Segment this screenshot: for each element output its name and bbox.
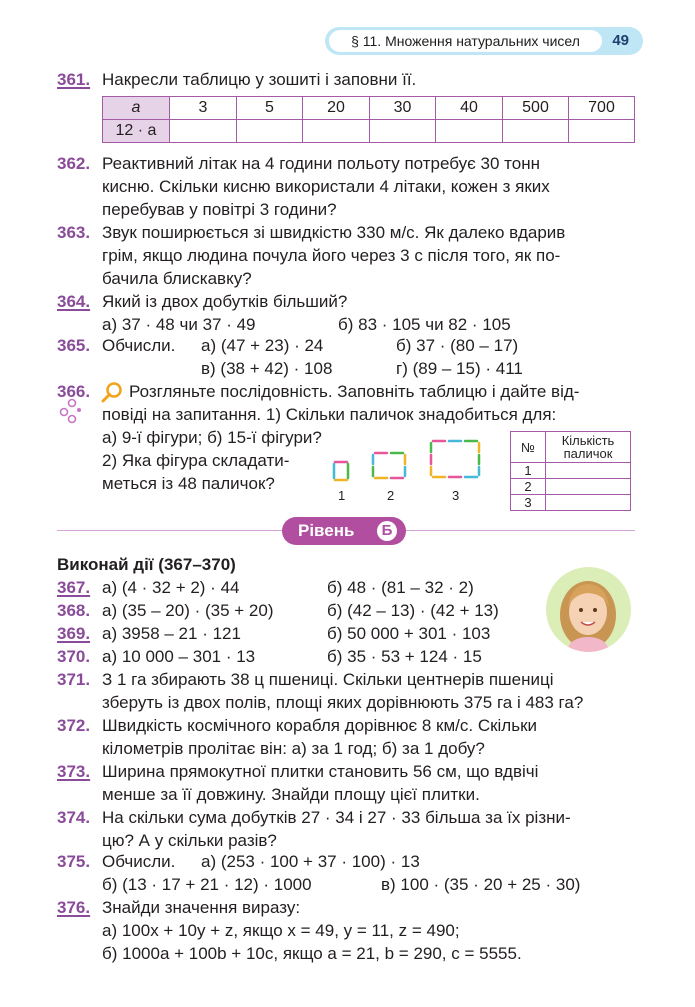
matchstick-figures: [325, 436, 495, 486]
table-header-cell: [103, 97, 170, 120]
exercise-372-text: [102, 714, 537, 760]
exercise-number: 375.: [57, 852, 91, 871]
exercise-363: [57, 221, 90, 244]
exercise-375-b: б) (13 · 17 + 21 · 12) · 1000: [102, 875, 312, 894]
table-row: [103, 120, 635, 143]
table-cell: [546, 479, 631, 495]
exercise-number: 373.: [57, 762, 91, 781]
text-line: цю? А у скільки разів?: [102, 831, 277, 850]
exercise-number: 363.: [57, 223, 91, 242]
exercise-373-text: [102, 760, 538, 806]
exercise-364: [57, 290, 90, 313]
section-heading: Виконай дії (367–370): [57, 555, 236, 574]
text-line: З 1 га збирають 38 ц пшениці. Скільки центнерів пшениці: [102, 670, 554, 689]
magnifier-icon: [101, 381, 123, 403]
text-line: На скільки сума добутків 27 · 34 і 27 · 33 більша за їх різни-: [102, 808, 571, 827]
table-cell: 3: [170, 97, 237, 120]
text-line: Звук поширюється зі швидкістю 330 м/с. Як далеко вдарив: [102, 223, 566, 242]
text-line: Реактивний літак на 4 години польоту потребує 30 тонн: [102, 154, 540, 173]
exercise-number: 367.: [57, 578, 91, 597]
figure-label: 1: [338, 488, 346, 503]
text-line: зберуть із двох полів, площі яких дорівнюють 375 га і 483 га?: [102, 693, 584, 712]
exercise-375-intro: Обчисли.: [102, 852, 176, 871]
exercise-375-c: в) 100 · (35 · 20 + 25 · 30): [381, 875, 581, 894]
exercise-369-b: б) 50 000 + 301 · 103: [327, 624, 491, 643]
figure-1: [334, 462, 348, 480]
table-cell: 1: [511, 463, 546, 479]
exercise-366-line3: а) 9-ї фігури; б) 15-ї фігури?: [102, 428, 322, 447]
exercise-362: [57, 152, 90, 175]
text-line: Ширина прямокутної плитки становить 56 см, що вдвічі: [102, 762, 539, 781]
exercise-365: [57, 334, 90, 357]
table-header-cell: [546, 432, 631, 463]
table-row: [103, 97, 635, 120]
figure-2: [373, 453, 405, 478]
exercise-number: 366.: [57, 382, 91, 401]
header-bar: [325, 27, 643, 55]
table-cell: [503, 120, 569, 143]
text-line: грім, якщо людина почула його через 3 с після того, як по-: [102, 246, 561, 265]
exercise-374-text: [102, 806, 571, 852]
exercise-number: 361.: [57, 70, 91, 89]
exercise-366-line4: 2) Яка фігура складати-: [102, 451, 290, 470]
exercise-367: [57, 576, 90, 599]
level-label: Рівень: [298, 521, 355, 540]
expression-label: 12 · a: [115, 122, 157, 139]
exercise-371-text: [102, 668, 583, 714]
table-cell: 3: [511, 495, 546, 511]
exercise-376: [57, 896, 90, 919]
text-line: бачила блискавку?: [102, 269, 252, 288]
exercise-376-a: а) 100x + 10y + z, якщо x = 49, y = 11, z = 490;: [102, 921, 460, 940]
puzzle-dots-icon: [59, 398, 85, 424]
exercise-368-a: а) (35 – 20) · (35 + 20): [102, 601, 274, 620]
section-title-header: § 11. Множення натуральних чисел: [329, 30, 602, 52]
exercise-number: 370.: [57, 647, 91, 666]
table-cell: [237, 120, 303, 143]
exercise-number: 365.: [57, 336, 91, 355]
exercise-369-a: а) 3958 – 21 · 121: [102, 624, 241, 643]
text-line: перебував у повітрі 3 години?: [102, 200, 337, 219]
table-cell: [546, 495, 631, 511]
exercise-361: [57, 68, 90, 91]
table-header-cell: №: [511, 432, 546, 463]
exercise-366-line5: меться із 48 паличок?: [102, 474, 275, 493]
exercise-375: [57, 850, 90, 873]
exercise-368: [57, 599, 90, 622]
exercise-365-a: а) (47 + 23) · 24: [201, 336, 324, 355]
figure-label: 3: [452, 488, 460, 503]
exercise-371: [57, 668, 90, 691]
exercise-369: [57, 622, 90, 645]
table-header-cell: [103, 120, 170, 143]
exercise-366-line2: повіді на запитання. 1) Скільки паличок знадобиться для:: [102, 405, 557, 424]
page-number: 49: [612, 32, 629, 49]
exercise-number: 371.: [57, 670, 91, 689]
table-cell: [370, 120, 436, 143]
exercise-367-b: б) 48 · (81 – 32 · 2): [327, 578, 474, 597]
exercise-364-b: б) 83 · 105 чи 82 · 105: [338, 315, 511, 334]
level-badge-pill: [282, 517, 406, 545]
exercise-365-intro: Обчисли.: [102, 336, 176, 355]
header-line: Кількість: [561, 433, 615, 448]
table-366: [510, 431, 631, 511]
text-line: Швидкість космічного корабля дорівнює 8 км/с. Скільки: [102, 716, 538, 735]
table-cell: [170, 120, 237, 143]
exercise-362-text: [102, 152, 550, 221]
girl-portrait-icon: [546, 567, 631, 652]
exercise-375-a: а) (253 · 100 + 37 · 100) · 13: [201, 852, 420, 871]
exercise-365-d: г) (89 – 15) · 411: [396, 359, 523, 378]
table-row: [511, 463, 631, 479]
table-cell: 20: [303, 97, 370, 120]
table-cell: [569, 120, 635, 143]
exercise-366-line1: Розгляньте послідовність. Заповніть таблицю і дайте від-: [129, 382, 580, 401]
exercise-number: 369.: [57, 624, 91, 643]
exercise-number: 376.: [57, 898, 91, 917]
exercise-number: 362.: [57, 154, 91, 173]
text-line: менше за її довжину. Знайди площу цієї плитки.: [102, 785, 480, 804]
exercise-361-text: Накресли таблицю у зошиті і заповни її.: [102, 70, 417, 89]
text-line: кисню. Скільки кисню використали 4 літаки, кожен з яких: [102, 177, 550, 196]
exercise-363-text: [102, 221, 565, 290]
table-cell: [546, 463, 631, 479]
table-cell: 5: [237, 97, 303, 120]
text-line: кілометрів пролітає він: а) за 1 год; б) за 1 добу?: [102, 739, 485, 758]
exercise-367-a: а) (4 · 32 + 2) · 44: [102, 578, 240, 597]
table-cell: 700: [569, 97, 635, 120]
table-361: [102, 96, 635, 143]
table-row: [511, 479, 631, 495]
exercise-370-a: а) 10 000 – 301 · 13: [102, 647, 256, 666]
exercise-365-b: б) 37 · (80 – 17): [396, 336, 519, 355]
exercise-364-text: Який із двох добутків більший?: [102, 292, 348, 311]
exercise-376-text: Знайди значення виразу:: [102, 898, 301, 917]
figure-3: [431, 441, 479, 477]
level-letter: Б: [377, 521, 397, 541]
exercise-372: [57, 714, 90, 737]
exercise-368-b: б) (42 – 13) · (42 + 13): [327, 601, 499, 620]
exercise-370: [57, 645, 90, 668]
exercise-370-b: б) 35 · 53 + 124 · 15: [327, 647, 482, 666]
table-cell: 30: [370, 97, 436, 120]
exercise-number: 364.: [57, 292, 91, 311]
table-row: [511, 432, 631, 463]
table-cell: 40: [436, 97, 503, 120]
exercise-373: [57, 760, 90, 783]
table-cell: 2: [511, 479, 546, 495]
figure-label: 2: [387, 488, 395, 503]
table-row: [511, 495, 631, 511]
header-line: паличок: [563, 446, 613, 461]
variable-a: a: [131, 99, 141, 116]
exercise-365-c: в) (38 + 42) · 108: [201, 359, 333, 378]
exercise-number: 374.: [57, 808, 91, 827]
girl-avatar: [546, 567, 631, 652]
table-cell: [303, 120, 370, 143]
exercise-number: 368.: [57, 601, 91, 620]
table-cell: [436, 120, 503, 143]
exercise-number: 372.: [57, 716, 91, 735]
exercise-364-a: а) 37 · 48 чи 37 · 49: [102, 315, 256, 334]
table-cell: 500: [503, 97, 569, 120]
exercise-376-b: б) 1000a + 100b + 10c, якщо a = 21, b = 290, c = 5555.: [102, 944, 522, 963]
exercise-374: [57, 806, 90, 829]
